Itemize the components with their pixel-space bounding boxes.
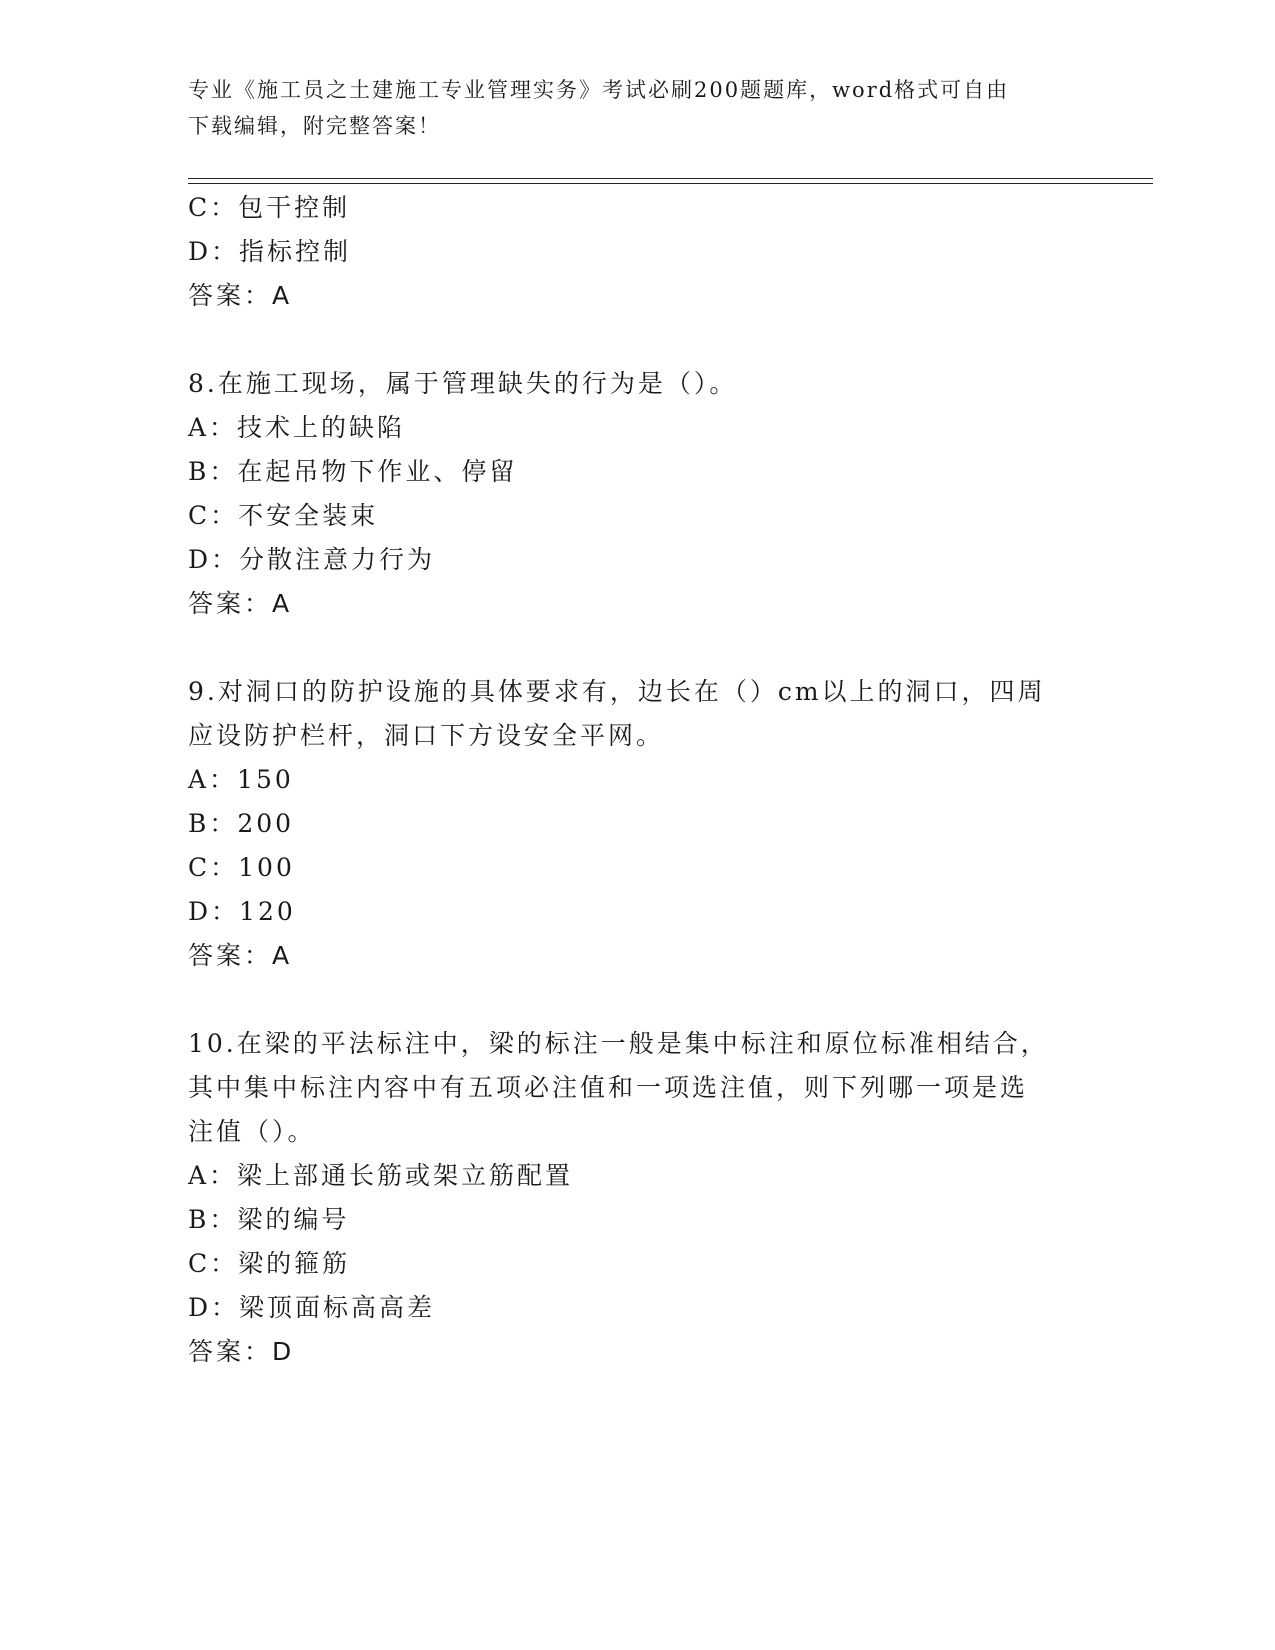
q9-answer: 答案：A	[188, 941, 293, 970]
q7-answer: 答案：A	[188, 281, 293, 310]
document-header	[188, 72, 1068, 144]
q10-answer: 答案：D	[188, 1337, 295, 1366]
header-divider-bottom	[188, 183, 1153, 184]
q8-answer: 答案：A	[188, 589, 293, 618]
q8-option-a: A：技术上的缺陷	[188, 413, 406, 442]
q8-option-b: B：在起吊物下作业、停留	[188, 457, 518, 486]
q7-option-d: D：指标控制	[188, 237, 352, 266]
q9-option-c: C：100	[188, 853, 295, 882]
q10-option-a: A：梁上部通长筋或架立筋配置	[188, 1161, 574, 1190]
q9-option-a: A：150	[188, 765, 294, 794]
q10-option-d: D：梁顶面标高高差	[188, 1293, 436, 1322]
q10-option-b: B：梁的编号	[188, 1205, 350, 1234]
q9-question-line-2: 应设防护栏杆，洞口下方设安全平网。	[188, 721, 665, 750]
q10-option-c: C：梁的箍筋	[188, 1249, 351, 1278]
q8-option-c: C：不安全装束	[188, 501, 379, 530]
q10-question-line-3: 注值（）。	[188, 1117, 316, 1146]
header-line-2: 下载编辑，附完整答案！	[188, 114, 441, 138]
header-line-1: 专业《施工员之土建施工专业管理实务》考试必刷200题题库，word格式可自由	[188, 78, 1010, 102]
q10-question-line-1: 10.在梁的平法标注中，梁的标注一般是集中标注和原位标准相结合，	[188, 1029, 1049, 1058]
q7-option-c: C：包干控制	[188, 193, 351, 222]
q9-question-line-1: 9.对洞口的防护设施的具体要求有，边长在（）cm以上的洞口，四周	[188, 677, 1046, 706]
q8-question: 8.在施工现场，属于管理缺失的行为是（）。	[188, 369, 738, 398]
q9-option-d: D：120	[188, 897, 296, 926]
q9-option-b: B：200	[188, 809, 295, 838]
header-divider-top	[188, 178, 1153, 179]
q8-option-d: D：分散注意力行为	[188, 545, 436, 574]
q10-question-line-2: 其中集中标注内容中有五项必注值和一项选注值，则下列哪一项是选	[188, 1073, 1029, 1102]
